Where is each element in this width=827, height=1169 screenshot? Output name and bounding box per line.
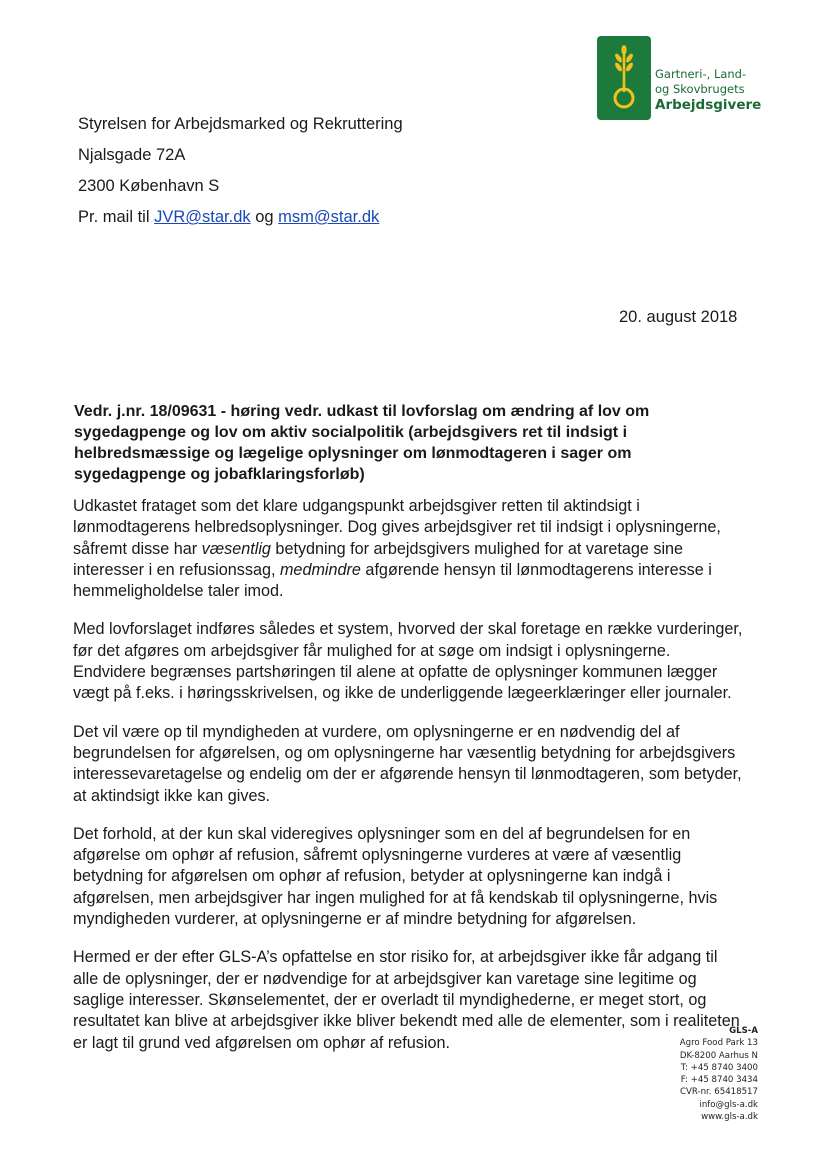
- paragraph-1-part-c: afgørende hensyn til lønmodtagerens interesse i hemmeligholdelse taler imod.: [73, 560, 712, 601]
- logo-text: [655, 67, 775, 114]
- paragraph-2: Med lovforslaget indføres således et system, hvorved der skal foretage en række vurderinger, før det afgøres om arbejdsgiver får mulighed for at søge om indsigt i oplysningerne. Endvidere begrænses partshøringen til alene at opfatte de oplysninger kommunen lægger vægt på f.eks. i høringsskrivelsen, og ikke de underliggende lægeerklæringer eller journaler.: [73, 620, 743, 703]
- footer-name: GLS-A: [729, 1026, 758, 1036]
- paragraph-1-part-b: betydning for arbejdsgivers mulighed for at varetage sine interesser i en refusionssag,: [73, 539, 684, 579]
- mail-mid: og: [250, 208, 279, 226]
- wheat-stalk-icon: [597, 36, 651, 120]
- footer-address-2: DK-8200 Aarhus N: [679, 1050, 758, 1061]
- email-link-jvr[interactable]: JVR@star.dk: [154, 208, 251, 226]
- paragraph-3: Det vil være op til myndigheden at vurdere, om oplysningerne er en nødvendig del af begrundelsen for afgørelsen, og om oplysningerne har væsentlig betydning for arbejdsgivers interessevaretagelse og endelig om der er afgørende hensyn til lønmodtageren, som betyder, at aktindsigt ikke kan gives.: [73, 722, 742, 805]
- paragraph-1: [73, 496, 743, 602]
- sender-footer: [680, 1025, 758, 1123]
- paragraph-5: Hermed er der efter GLS-A’s opfattelse en stor risiko for, at arbejdsgiver ikke får adgang til alle de oplysninger, der er nødvendige for at arbejdsgiver kan varetage sine legitime og saglige interesser. Skønselementet, der er overladt til myndighederne, er meget stort, og resultatet kan blive at arbejdsgiver ikke bliver bekendt med alle de elementer, som i realiteten er lagt til grund ved afgørelsen om ophør af refusion.: [73, 948, 740, 1052]
- paragraph-4: Det forhold, at der kun skal videregives oplysninger som en del af begrundelsen for en afgørelse om ophør af refusion, såfremt oplysningerne vurderes at være af væsentlig betydning for afgørelsen om ophør af refusion, betyder at oplysningerne kan indgå i afgørelsen, men arbejdsgiver har ingen mulighed for at få kendskab til oplysningerne, hvis myndigheden vurderer, at oplysningerne er af mindre betydning for afgørelsen.: [73, 824, 718, 929]
- logo-line-2: og Skovbrugets: [655, 82, 745, 96]
- footer-address-1: Agro Food Park 13: [679, 1038, 758, 1049]
- logo-line-1: Gartneri-, Land-: [655, 67, 747, 81]
- email-link-msm[interactable]: msm@star.dk: [278, 208, 380, 226]
- recipient-mail-line: [78, 206, 403, 237]
- letter-subject: Vedr. j.nr. 18/09631 - høring vedr. udkast til lovforslag om ændring af lov om sygedagpenge og lov om aktiv socialpolitik (arbejdsgivers ret til indsigt i helbredsmæssige og lægelige oplysninger om lønmodtageren i sager om sygedagpenge og jobafklaringsforløb): [74, 403, 650, 483]
- logo-emblem: [597, 36, 651, 120]
- footer-fax: F: +45 8740 3434: [680, 1075, 758, 1086]
- paragraph-1-part-a: Udkastet frataget som det klare udgangspunkt arbejdsgiver retten til aktindsigt i lønmodtagerens helbredsoplysninger. Dog gives arbejdsgiver ret til indsigt i oplysningerne, såfremt disse har: [73, 497, 721, 558]
- company-logo: [597, 36, 767, 122]
- logo-line-3: Arbejdsgivere: [655, 97, 762, 113]
- recipient-address: [78, 113, 403, 237]
- paragraph-1-emphasis-1: væsentlig: [201, 539, 271, 558]
- recipient-street: Njalsgade 72A: [78, 146, 186, 164]
- paragraph-1-emphasis-2: medmindre: [279, 560, 361, 579]
- footer-email[interactable]: info@gls-a.dk: [699, 1099, 758, 1110]
- footer-phone: T: +45 8740 3400: [680, 1062, 758, 1073]
- footer-cvr: CVR-nr. 65418517: [680, 1087, 758, 1098]
- mail-prefix: Pr. mail til: [78, 208, 155, 226]
- letter-body: [73, 496, 743, 1071]
- letter-date: 20. august 2018: [619, 308, 738, 326]
- footer-web[interactable]: www.gls-a.dk: [701, 1112, 758, 1123]
- recipient-city: 2300 København S: [78, 177, 220, 195]
- recipient-name: Styrelsen for Arbejdsmarked og Rekruttering: [78, 115, 403, 133]
